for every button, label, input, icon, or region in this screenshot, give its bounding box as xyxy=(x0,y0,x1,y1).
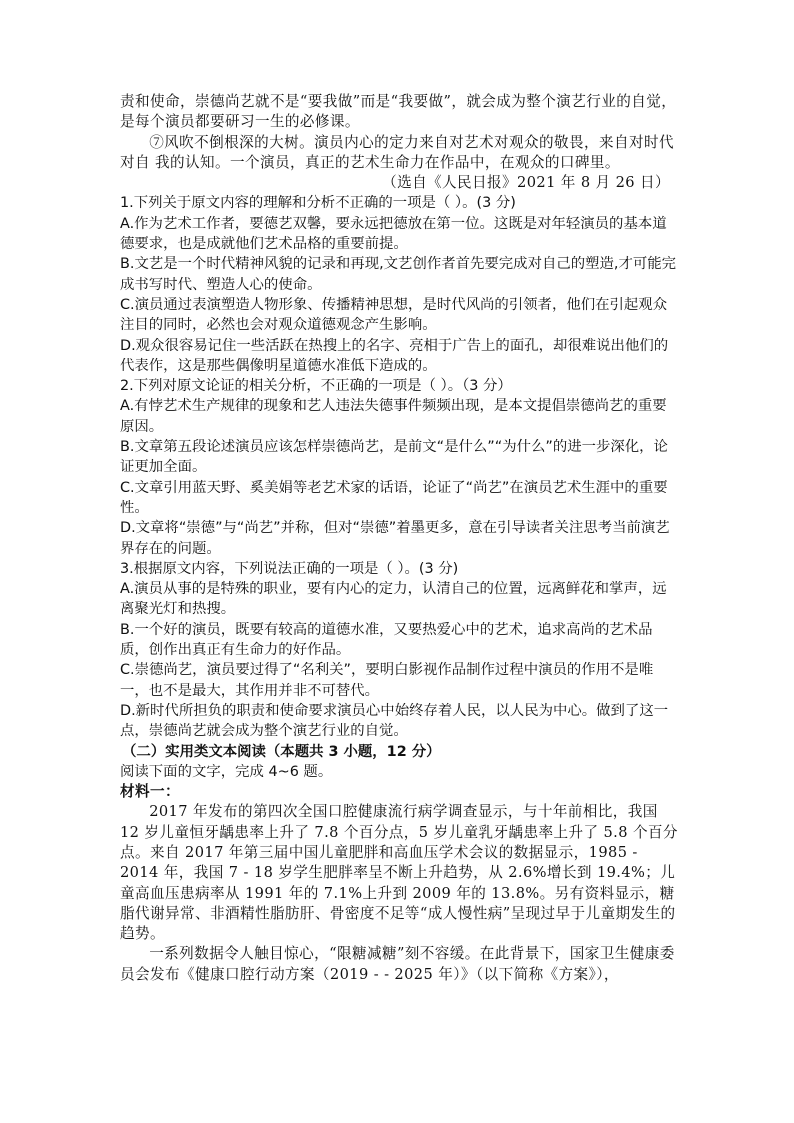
article-para7: ⑦风吹不倒根深的大树。演员内心的定力来自对艺术对观众的敬畏，来自对时代对自 我的认知。一个演员，真正的艺术生命力在作品中，在观众的口碑里。 xyxy=(120,133,674,171)
material-1-para1: 2017 年发布的第四次全国口腔健康流行病学调查显示，与十年前相比，我国 12 岁儿童恒牙龋患率上升了 7.8 个百分点，5 岁儿童乳牙龋患率上升了 5.8 个百分点。来自 2017 年第三届中国儿童肥胖和高血压学术会议的数据显示，1985 - 2014 年，我国 7 - 18 岁学生肥胖率呈不断上升趋势，从 2.6%增长到 19.4%；儿童高血压患病率从 1991 年的 7.1%上升到 2009 年的 13.8%。另有资料显示，糖脂代谢异常、非酒精性脂肪肝、骨密度不足等“成人慢性病”呈现过早于儿童期发生的趋势。 xyxy=(120,803,678,943)
question-3-stem: 3.根据原文内容，下列说法正确的一项是（ ）。(3 分) xyxy=(120,560,459,577)
question-3-option-c: C.崇德尚艺，演员要过得了“名利关”，要明白影视作品制作过程中演员的作用不是唯一，也不是最大，其作用并非不可替代。 xyxy=(120,662,654,699)
question-1-option-c: C.演员通过表演塑造人物形象、传播精神思想，是时代风尚的引领者，他们在引起观众注目的同时，必然也会对观众道德观念产生影响。 xyxy=(120,296,668,334)
question-1-stem: 1.下列关于原文内容的理解和分析不正确的一项是（ ）。(3 分) xyxy=(120,195,516,212)
question-1-option-d: D.观众很容易记住一些活跃在热搜上的名字、亮相于广告上的面孔，却很难说出他们的代表作，这是那些偶像明星道德水准低下造成的。 xyxy=(120,337,669,374)
question-2 xyxy=(120,376,678,559)
question-1-option-b: B.文艺是一个时代精神风貌的记录和再现,文艺创作者首先要完成对自己的塑造,才可能完成书写时代、塑造人心的使命。 xyxy=(120,256,677,293)
question-2-option-b: B.文章第五段论述演员应该怎样崇德尚艺，是前文“是什么”“为什么”的进一步深化，论证更加全面。 xyxy=(120,439,668,476)
material-1-para2: 一系列数据令人触目惊心，“限糖减糖”刻不容缓。在此背景下，国家卫生健康委员会发布《健康口腔行动方案（2019 - - 2025 年）》（以下简称《方案》）， xyxy=(120,945,675,983)
question-2-option-c: C.文章引用蓝天野、奚美娟等老艺术家的话语，论证了“尚艺”在演员艺术生涯中的重要性。 xyxy=(120,479,668,516)
question-3-option-a: A.演员从事的是特殊的职业，要有内心的定力，认清自己的位置，远离鲜花和掌声，远离聚光灯和热搜。 xyxy=(120,581,667,618)
question-2-option-d: D.文章将“崇德”与“尚艺”并称，但对“崇德”着墨更多，意在引导读者关注思考当前演艺界存在的问题。 xyxy=(120,520,670,557)
section-2-instruction: 阅读下面的文字，完成 4~6 题。 xyxy=(120,763,333,780)
material-1-label: 材料一： xyxy=(120,783,180,801)
question-1 xyxy=(120,193,678,376)
document-page xyxy=(120,92,678,985)
question-1-option-a: A.作为艺术工作者，要德艺双馨，要永远把德放在第一位。这既是对年轻演员的基本道德要求，也是成就他们艺术品格的重要前提。 xyxy=(120,215,667,253)
question-2-stem: 2.下列对原文论证的相关分析，不正确的一项是（ ）。（3 分） xyxy=(120,378,512,395)
question-3-option-b: B.一个好的演员，既要有较高的道德水准，又要热爱心中的艺术，追求高尚的艺术品质，创作出真正有生命力的好作品。 xyxy=(120,621,653,659)
question-2-option-a: A.有悖艺术生产规律的现象和艺人违法失德事件频频出现，是本文提倡崇德尚艺的重要原因。 xyxy=(120,398,667,435)
question-3 xyxy=(120,559,678,742)
question-3-option-d: D.新时代所担负的职责和使命要求演员心中始终存着人民，以人民为中心。做到了这一点，崇德尚艺就会成为整个演艺行业的自觉。 xyxy=(120,702,669,740)
article-para6-ending: 责和使命，崇德尚艺就不是“要我做”而是“我要做”，就会成为整个演艺行业的自觉，是每个演员都要研习一生的必修课。 xyxy=(120,93,677,131)
article-source: （选自《人民日报》2021 年 8 月 26 日） xyxy=(382,174,670,192)
section-2-title: （二）实用类文本阅读（本题共 3 小题，12 分） xyxy=(122,743,441,760)
